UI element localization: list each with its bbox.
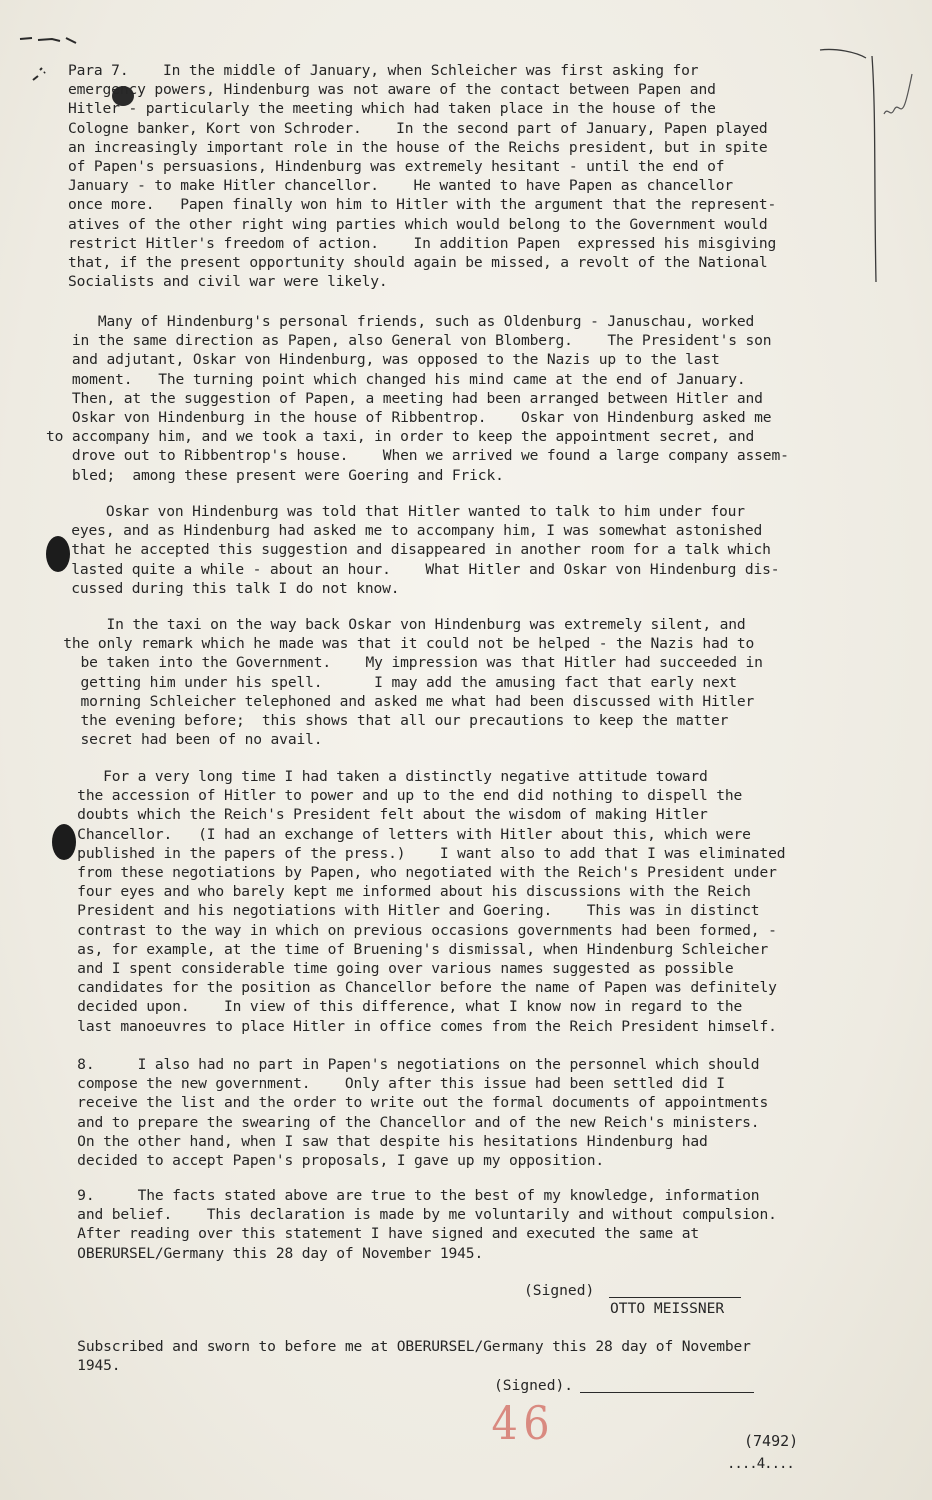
text-line: compose the new government. Only after this issue had been settled did I	[34, 1075, 725, 1093]
text-line: 1945.	[34, 1357, 121, 1375]
text-line: eyes, and as Hindenburg had asked me to accompany him, I was somewhat astonished	[54, 522, 763, 540]
text-line: decided to accept Papen's proposals, I gave up my opposition.	[34, 1152, 604, 1170]
text-line: an increasingly important role in the house of the Reichs president, but in spite	[68, 138, 768, 156]
text-line: bled; among these present were Goering and Frick.	[46, 466, 504, 484]
text-line: four eyes and who barely kept me informed about his discussions with the Reich	[34, 883, 751, 901]
document-number: (7492)	[744, 1432, 799, 1450]
text-line: atives of the other right wing parties which would belong to the Government would	[68, 215, 768, 233]
text-line: and I spent considerable time going over various names suggested as possible	[34, 960, 734, 978]
text-line: the evening before; this shows that all our precautions to keep the matter	[46, 712, 729, 730]
text-line: For a very long time I had taken a distinctly negative attitude toward	[34, 768, 708, 785]
text-line: drove out to Ribbentrop's house. When we arrived we found a large company assem-	[46, 447, 789, 465]
signed-label: (Signed)	[524, 1282, 595, 1299]
text-line: that he accepted this suggestion and disappeared in another room for a talk which	[54, 541, 771, 559]
text-line: and adjutant, Oskar von Hindenburg, was opposed to the Nazis up to the last	[46, 351, 720, 369]
text-line: Hitler - particularly the meeting which had taken place in the house of the	[68, 100, 716, 118]
text-line: OBERURSEL/Germany this 28 day of November 1945.	[34, 1244, 484, 1262]
text-line: the only remark which he made was that it could not be helped - the Nazis had to	[46, 635, 755, 653]
text-line: in the same direction as Papen, also General von Blomberg. The President's son	[46, 332, 772, 350]
text-line: to accompany him, and we took a taxi, in order to keep the appointment secret, and	[46, 428, 755, 446]
text-line: Para 7. In the middle of January, when Schleicher was first asking for	[68, 62, 699, 79]
text-line: receive the list and the order to write out the formal documents of appointments	[34, 1094, 769, 1112]
paragraph-7	[68, 61, 776, 291]
text-line: the accession of Hitler to power and up to the end did nothing to dispell the	[34, 787, 743, 805]
text-line: published in the papers of the press.) I want also to add that I was eliminated	[34, 844, 786, 862]
text-line: Socialists and civil war were likely.	[68, 273, 388, 291]
text-line: On the other hand, when I saw that despite his hesitations Hindenburg had	[34, 1132, 708, 1150]
text-line: restrict Hitler's freedom of action. In addition Papen expressed his misgiving	[68, 234, 777, 252]
text-line: January - to make Hitler chancellor. He wanted to have Papen as chancellor	[68, 177, 733, 195]
text-line: President and his negotiations with Hitler and Goering. This was in distinct	[34, 902, 760, 920]
signature-line	[609, 1297, 741, 1298]
text-line: Then, at the suggestion of Papen, a meeting had been arranged between Hitler and	[46, 389, 763, 407]
paragraph-friends	[46, 312, 789, 485]
text-line: emergency powers, Hindenburg was not aware of the contact between Papen and	[68, 81, 716, 99]
text-line: cussed during this talk I do not know.	[54, 579, 400, 597]
text-line: lasted quite a while - about an hour. What Hitler and Oskar von Hindenburg dis-	[54, 560, 780, 578]
text-line: getting him under his spell. I may add the amusing fact that early next	[46, 673, 737, 691]
text-line: candidates for the position as Chancellor before the name of Papen was definitely	[34, 979, 777, 997]
paragraph-8	[34, 1055, 768, 1170]
check-tick-mark	[30, 64, 50, 86]
text-line: from these negotiations by Papen, who negotiated with the Reich's President under	[34, 864, 777, 882]
paragraph-9	[34, 1186, 777, 1263]
text-line: Subscribed and sworn to before me at OBERURSEL/Germany this 28 day of November	[34, 1338, 751, 1355]
text-line: last manoeuvres to place Hitler in office comes from the Reich President himself.	[34, 1017, 777, 1035]
text-line: Chancellor. (I had an exchange of letters with Hitler about this, which were	[34, 825, 751, 843]
text-line: After reading over this statement I have signed and executed the same at	[34, 1225, 699, 1243]
text-line: Cologne banker, Kort von Schroder. In the second part of January, Papen played	[68, 119, 768, 137]
text-line: moment. The turning point which changed his mind came at the end of January.	[46, 370, 746, 388]
text-line: contrast to the way in which on previous occasions governments had been formed, -	[34, 921, 777, 939]
text-line: doubts which the Reich's President felt about the wisdom of making Hitler	[34, 806, 708, 824]
text-line: as, for example, at the time of Bruening's dismissal, when Hindenburg Schleicher	[34, 940, 769, 958]
signer-name: OTTO MEISSNER	[610, 1300, 725, 1317]
page-marker: ....4....	[727, 1456, 794, 1472]
sworn-statement	[34, 1337, 751, 1375]
handwritten-page-number: 46	[491, 1396, 556, 1450]
text-line: and belief. This declaration is made by me voluntarily and without compulsion.	[34, 1206, 777, 1224]
paragraph-attitude	[34, 767, 785, 1036]
text-line: In the taxi on the way back Oskar von Hindenburg was extremely silent, and	[46, 616, 746, 633]
paragraph-oskar	[54, 502, 779, 598]
margin-bracket-mark	[816, 44, 916, 294]
text-line: Many of Hindenburg's personal friends, such as Oldenburg - Januschau, worked	[46, 313, 755, 330]
text-line: and to prepare the swearing of the Chancellor and of the new Reich's ministers.	[34, 1113, 760, 1131]
text-line: Oskar von Hindenburg was told that Hitler wanted to talk to him under four	[54, 503, 745, 520]
text-line: decided upon. In view of this difference, what I know now in regard to the	[34, 998, 743, 1016]
text-line: 9. The facts stated above are true to the best of my knowledge, information	[34, 1187, 760, 1204]
text-line: be taken into the Government. My impression was that Hitler had succeeded in	[46, 654, 763, 672]
paragraph-taxi	[46, 615, 763, 749]
signed-label-2: (Signed).	[494, 1377, 574, 1394]
pencil-squiggle-mark	[18, 30, 82, 48]
text-line: 8. I also had no part in Papen's negotiations on the personnel which should	[34, 1056, 760, 1073]
text-line: once more. Papen finally won him to Hitler with the argument that the represent-	[68, 196, 777, 214]
text-line: secret had been of no avail.	[46, 731, 323, 749]
text-line: Oskar von Hindenburg in the house of Ribbentrop. Oskar von Hindenburg asked me	[46, 409, 772, 427]
signature-line-2	[580, 1392, 754, 1393]
text-line: of Papen's persuasions, Hindenburg was extremely hesitant - until the end of	[68, 158, 725, 176]
text-line: morning Schleicher telephoned and asked me what had been discussed with Hitler	[46, 692, 755, 710]
text-line: that, if the present opportunity should again be missed, a revolt of the National	[68, 254, 768, 272]
